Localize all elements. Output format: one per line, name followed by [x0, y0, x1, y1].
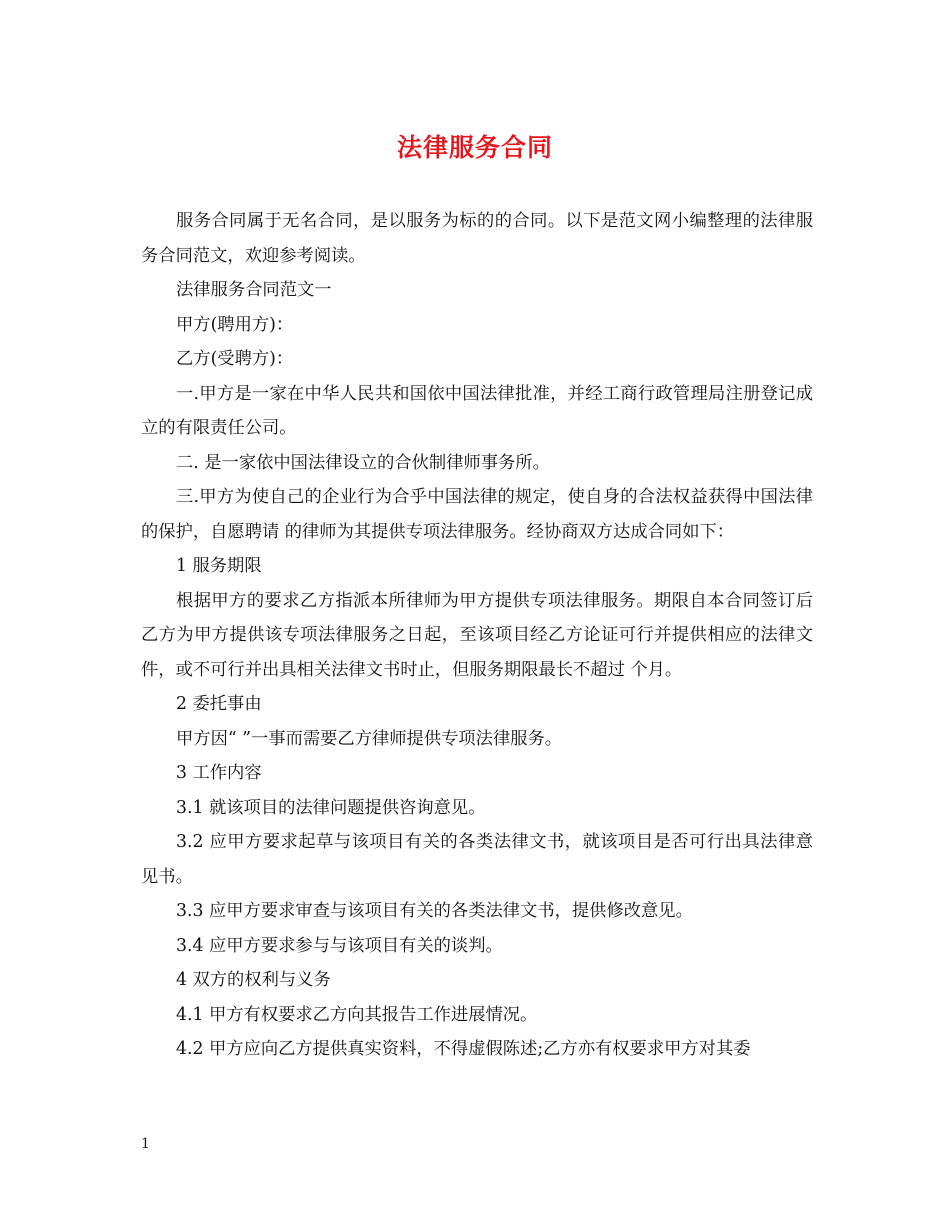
paragraph-service-term: 根据甲方的要求乙方指派本所律师为甲方提供专项法律服务。期限自本合同签订后乙方为甲方提供该专项法律服务之日起，至该项目经乙方论证可行并提供相应的法律文件，或不可行并出具相关法律文书时止，但服务期限最长不超过 个月。 [141, 590, 813, 680]
paragraph-clause-1: 一.甲方是一家在中华人民共和国依中国法律批准，并经工商行政管理局注册登记成立的有限责任公司。 [141, 383, 813, 438]
paragraph-item-4-2: 4.2 甲方应向乙方提供真实资料，不得虚假陈述;乙方亦有权要求甲方对其委 [176, 1039, 751, 1059]
paragraph-intro: 服务合同属于无名合同，是以服务为标的的合同。以下是范文网小编整理的法律服务合同范文，欢迎参考阅读。 [141, 211, 813, 266]
paragraph-party-b: 乙方(受聘方)： [176, 349, 294, 369]
document-body [141, 204, 813, 1067]
paragraph-item-4-1: 4.1 甲方有权要求乙方向其报告工作进展情况。 [176, 1004, 538, 1025]
paragraph-party-a: 甲方(聘用方)： [176, 314, 294, 335]
paragraph-clause-2: 二. 是一家依中国法律设立的合伙制律师事务所。 [176, 452, 550, 473]
paragraph-sample-heading: 法律服务合同范文一 [176, 280, 332, 300]
paragraph-item-3-3: 3.3 应甲方要求审查与该项目有关的各类法律文书，提供修改意见。 [176, 901, 693, 921]
paragraph-item-3-1: 3.1 就该项目的法律问题提供咨询意见。 [176, 797, 486, 818]
paragraph-clause-3: 三.甲方为使自己的企业行为合乎中国法律的规定，使自身的合法权益获得中国法律的保护，自愿聘请 的律师为其提供专项法律服务。经协商双方达成合同如下： [141, 487, 813, 542]
paragraph-commission: 甲方因“ ”一事而需要乙方律师提供专项法律服务。 [176, 728, 563, 749]
section-heading-commission: 2 委托事由 [176, 694, 262, 714]
paragraph-item-3-4: 3.4 应甲方要求参与与该项目有关的谈判。 [176, 935, 503, 956]
page-number: 1 [141, 1136, 150, 1152]
section-heading-work-content: 3 工作内容 [176, 763, 262, 783]
section-heading-rights-duties: 4 双方的权利与义务 [176, 970, 331, 990]
document-title: 法律服务合同 [396, 133, 553, 162]
section-heading-service-term: 1 服务期限 [176, 556, 262, 576]
paragraph-item-3-2: 3.2 应甲方要求起草与该项目有关的各类法律文书，就该项目是否可行出具法律意见书。 [141, 832, 813, 887]
